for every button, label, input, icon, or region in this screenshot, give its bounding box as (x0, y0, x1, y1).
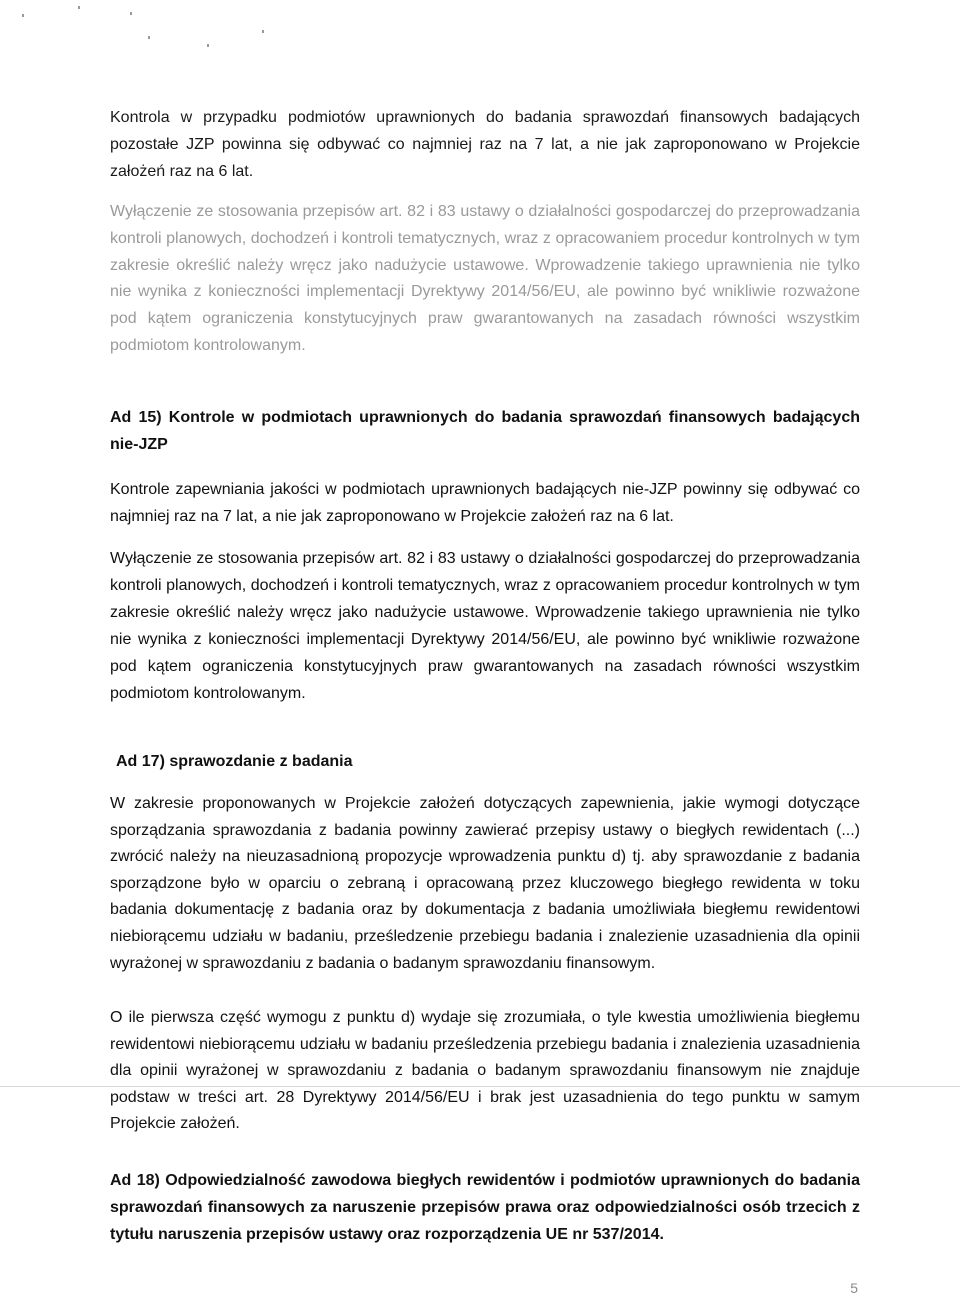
paragraph-exclusion-faded: Wyłączenie ze stosowania przepisów art. 82 i 83 ustawy o działalności gospodarczej do przeprowadzania kontroli planowych, dochodzeń i kontroli tematycznych, wraz z opracowaniem procedur kontrolnych w tym zakresie określić należy wręcz jako nadużycie ustawowe. Wprowadzenie takiego uprawnienia nie tylko nie wynika z konieczności implementacji Dyrektywy 2014/56/EU, ale powinno być wnikliwie rozważone pod kątem ograniczenia konstytucyjnych praw gwarantowanych na zasadach równości wszystkim podmiotom kontrolowanym. (110, 203, 860, 354)
heading-ad-17: Ad 17) sprawozdanie z badania (116, 753, 353, 770)
scan-speck (78, 6, 80, 9)
scan-speck (207, 44, 209, 47)
paragraph-exclusion: Wyłączenie ze stosowania przepisów art. 82 i 83 ustawy o działalności gospodarczej do przeprowadzania kontroli planowych, dochodzeń i kontroli tematycznych, wraz z opracowaniem procedur kontrolnych w tym zakresie określić należy wręcz jako nadużycie ustawowe. Wprowadzenie takiego uprawnienia nie tylko nie wynika z konieczności implementacji Dyrektywy 2014/56/EU, ale powinno być wnikliwie rozważone pod kątem ograniczenia konstytucyjnych praw gwarantowanych na zasadach równości wszystkim podmiotom kontrolowanym. (110, 550, 860, 702)
paragraph-point-d: O ile pierwsza część wymogu z punktu d) wydaje się zrozumiała, o tyle kwestia umożliwienia biegłemu rewidentowi niebiorącemu udziału w badaniu prześledzenia przebiegu badania i znalezienia uzasadnienia dla opinii wyrażonej w sprawozdaniu z badania o badanym sprawozdaniu finansowym nie znajduje podstaw w treści art. 28 Dyrektywy 2014/56/EU i brak jest uzasadnienia do tego punktu w samym Projekcie założeń. (110, 1009, 860, 1133)
paragraph-control-jzp: Kontrola w przypadku podmiotów uprawnionych do badania sprawozdań finansowych badających pozostałe JZP powinna się odbywać co najmniej raz na 7 lat, a nie jak zaproponowano w Projekcie założeń raz na 6 lat. (110, 109, 860, 180)
page-number: 5 (850, 1280, 858, 1296)
paragraph-audit-report: W zakresie proponowanych w Projekcie założeń dotyczących zapewnienia, jakie wymogi dotyczące sporządzania sprawozdania z badania powinny zawierać przepisy ustawy o biegłych rewidentach (...) zwrócić należy na nieuzasadnioną propozycje wprowadzenia punktu d) tj. aby sprawozdanie z badania sporządzone było w oparciu o zebraną i opracowaną przez kluczowego biegłego rewidenta w toku badania dokumentację z badania oraz by dokumentacja z badania umożliwiała biegłemu rewidentowi niebiorącemu udziału w badaniu, prześledzenie przebiegu badania i znalezienie uzasadnienia dla opinii wyrażonej w sprawozdaniu z badania o badanym sprawozdaniu finansowym. (110, 795, 860, 972)
scan-speck (262, 30, 264, 33)
scan-speck (130, 12, 132, 15)
scan-speck (22, 14, 24, 17)
paragraph-quality-control: Kontrole zapewniania jakości w podmiotach uprawnionych badających nie-JZP powinny się odbywać co najmniej raz na 7 lat, a nie jak zaproponowano w Projekcie założeń raz na 6 lat. (110, 481, 860, 525)
heading-ad-18: Ad 18) Odpowiedzialność zawodowa biegłych rewidentów i podmiotów uprawnionych do badania sprawozdań finansowych za naruszenie przepisów prawa oraz odpowiedzialności osób trzecich z tytułu naruszenia przepisów ustawy oraz rozporządzenia UE nr 537/2014. (110, 1172, 860, 1243)
scan-specks (0, 0, 300, 60)
heading-ad-15: Ad 15) Kontrole w podmiotach uprawnionych do badania sprawozdań finansowych badających nie-JZP (110, 409, 860, 453)
scan-speck (148, 36, 150, 39)
